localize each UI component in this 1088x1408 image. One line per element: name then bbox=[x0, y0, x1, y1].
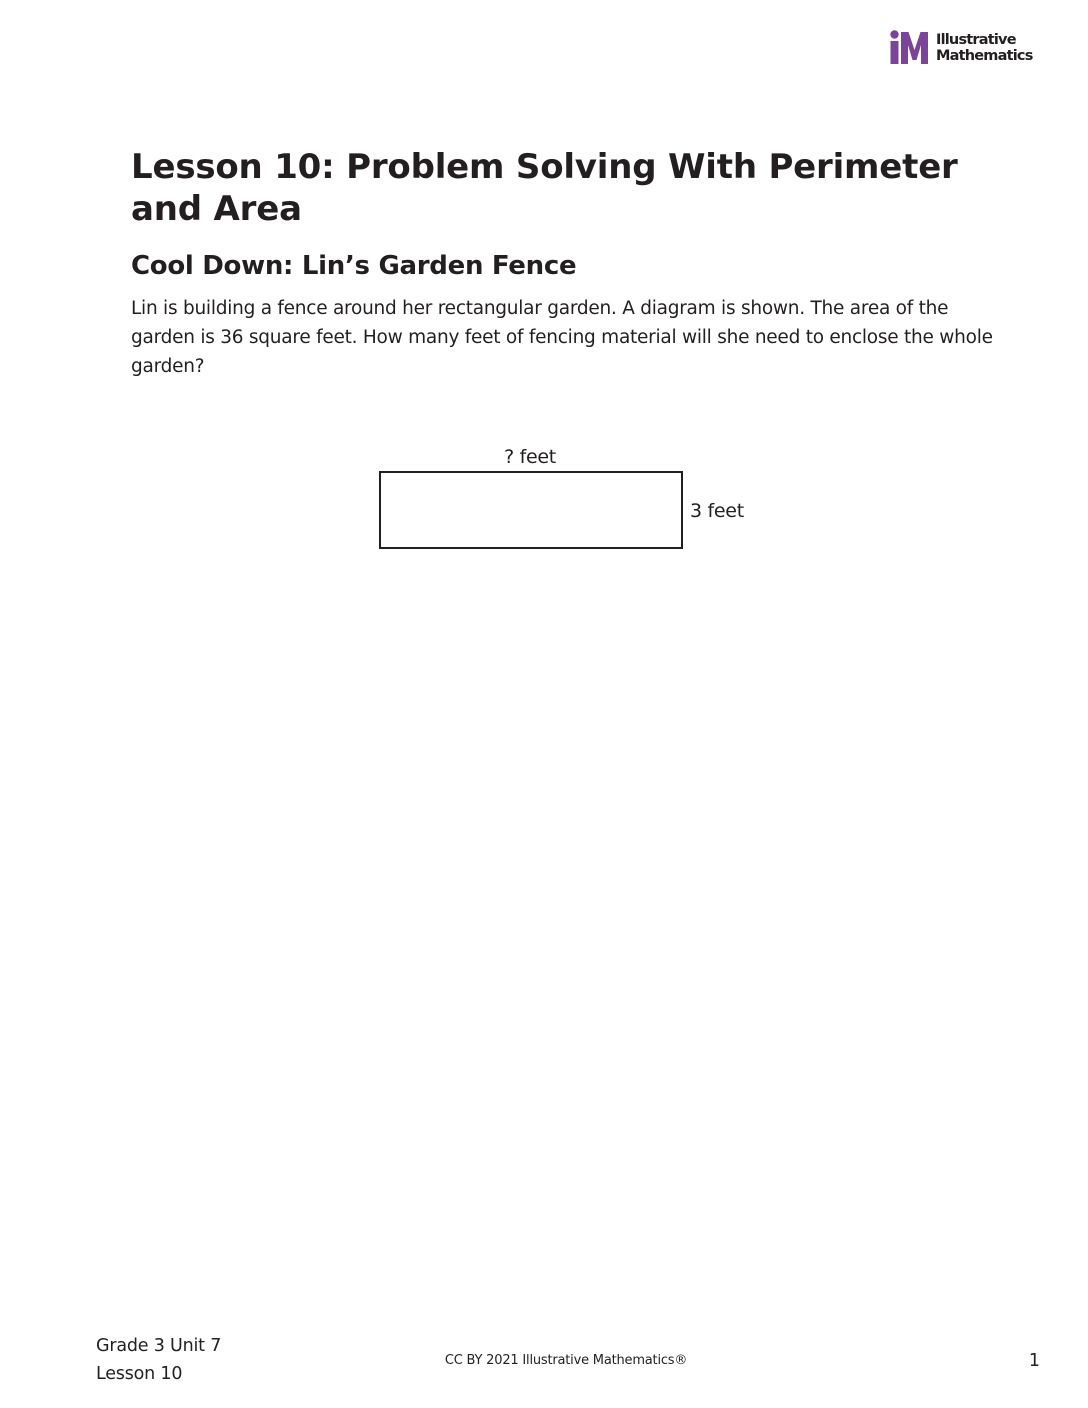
logo-wordmark-line1: Illustrative bbox=[936, 32, 1016, 48]
lesson-title: Lesson 10: Problem Solving With Perimeter and Area bbox=[131, 147, 958, 229]
problem-prompt: Lin is building a fence around her rectangular garden. A diagram is shown. The area of the garden is 36 square feet. How many feet of fencing material will she need to enclose the whole garden? bbox=[131, 298, 993, 377]
footer-copyright: CC BY 2021 Illustrative Mathematics® bbox=[444, 1353, 688, 1368]
footer-lesson: Lesson 10 bbox=[96, 1364, 183, 1384]
page-number: 1 bbox=[1028, 1351, 1040, 1371]
logo-wordmark-line2: Mathematics bbox=[936, 48, 1033, 64]
unknown-length-label: ? feet bbox=[504, 446, 556, 468]
garden-rectangle-diagram bbox=[370, 440, 770, 560]
im-logo-mark-icon bbox=[889, 30, 931, 66]
cool-down-title: Cool Down: Lin’s Garden Fence bbox=[131, 251, 577, 281]
width-label: 3 feet bbox=[690, 500, 744, 522]
logo-wordmark bbox=[936, 32, 1033, 64]
footer-grade-unit: Grade 3 Unit 7 bbox=[96, 1336, 222, 1356]
illustrative-mathematics-logo bbox=[889, 30, 1039, 66]
